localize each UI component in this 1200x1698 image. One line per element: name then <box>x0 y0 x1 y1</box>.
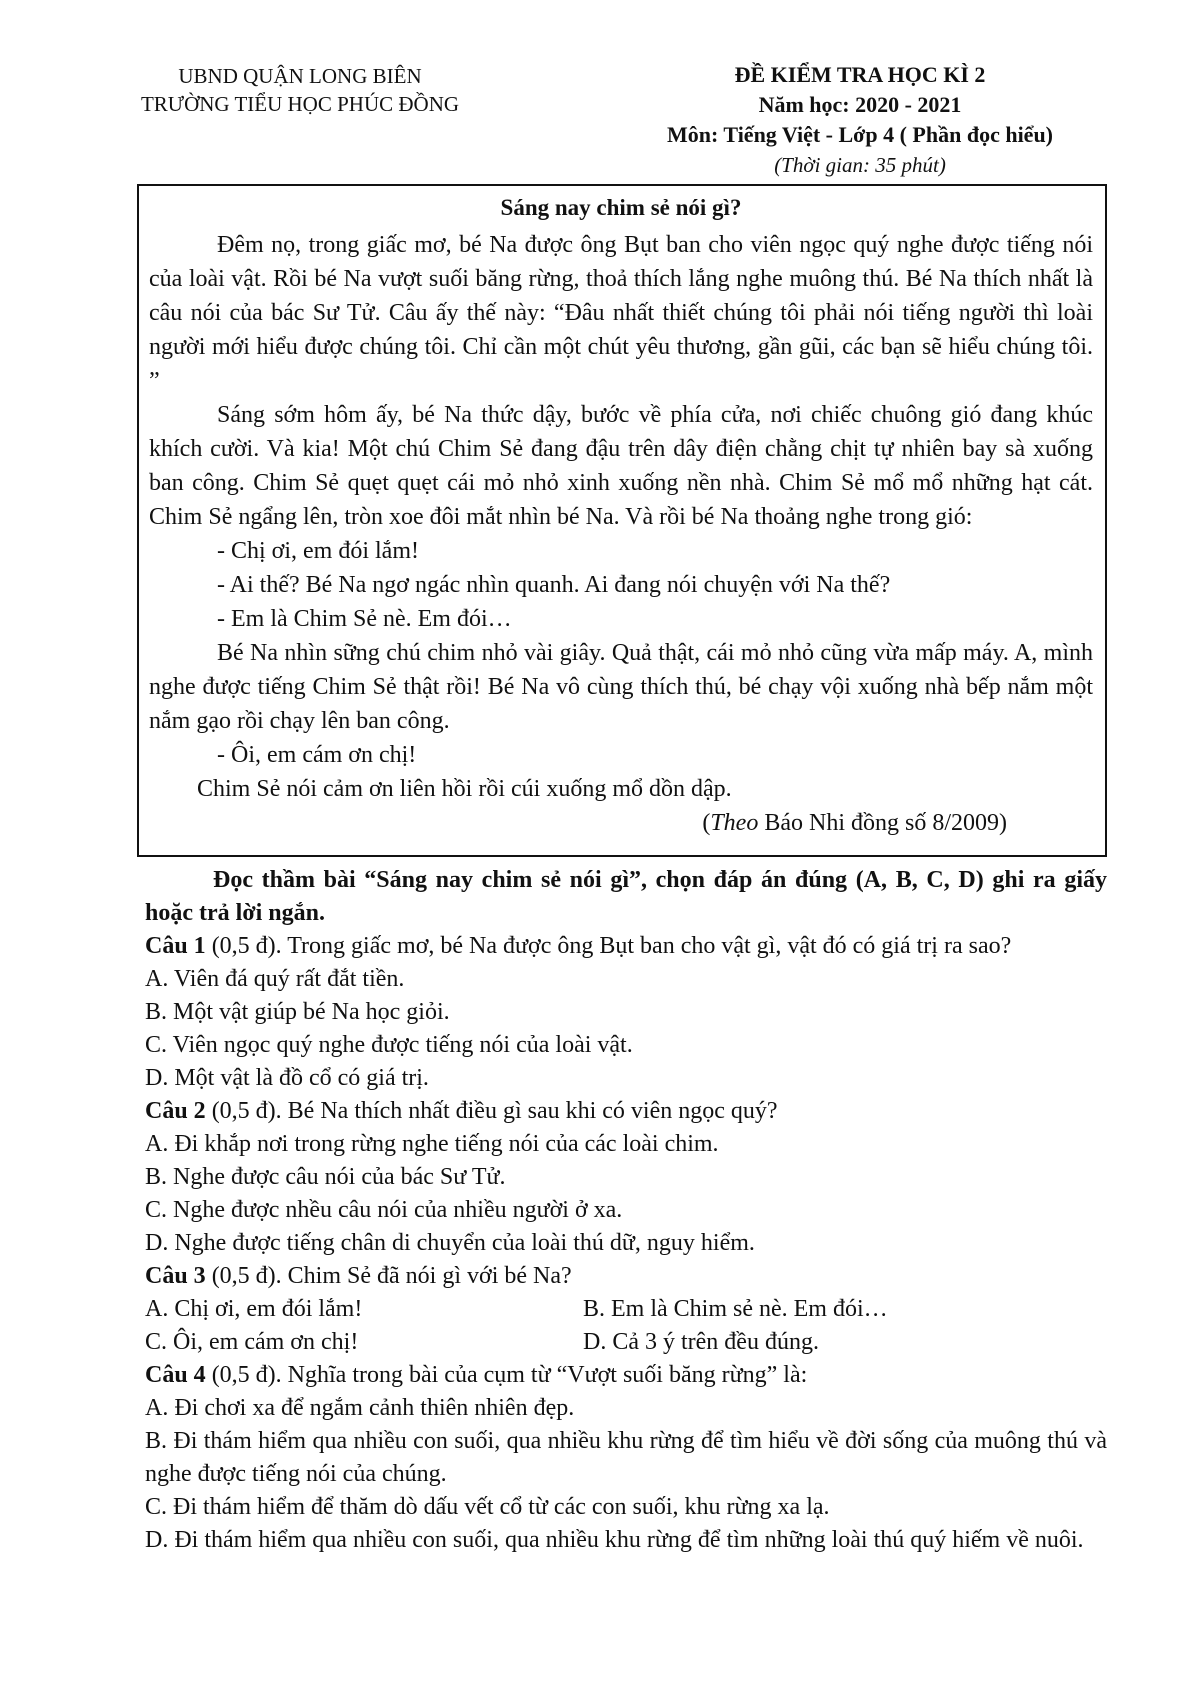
school-year: Năm học: 2020 - 2021 <box>758 92 962 117</box>
dialog-line-3: - Em là Chim Sẻ nè. Em đói… <box>217 606 512 632</box>
question-2-text: (0,5 đ). Bé Na thích nhất điều gì sau khi có viên ngọc quý? <box>205 1098 778 1124</box>
question-3-option-a: A. Chị ơi, em đói lắm! <box>145 1296 363 1322</box>
exam-header <box>560 60 1160 180</box>
question-3-text: (0,5 đ). Chim Sẻ đã nói gì với bé Na? <box>205 1263 572 1289</box>
question-4-option-a: A. Đi chơi xa để ngắm cảnh thiên nhiên đẹp. <box>145 1395 575 1421</box>
question-4-option-b: B. Đi thám hiểm qua nhiều con suối, qua nhiều khu rừng để tìm hiểu về đời sống của muông thú và nghe được tiếng nói của chúng. <box>145 1428 1107 1487</box>
story-title: Sáng nay chim sẻ nói gì? <box>500 195 742 220</box>
question-2-option-b: B. Nghe được câu nói của bác Sư Tử. <box>145 1164 506 1190</box>
question-3-option-d: D. Cả 3 ý trên đều đúng. <box>583 1329 819 1355</box>
question-1-option-c: C. Viên ngọc quý nghe được tiếng nói của loài vật. <box>145 1032 633 1058</box>
question-4-option-d: D. Đi thám hiểm qua nhiều con suối, qua nhiều khu rừng để tìm những loài thú quý hiếm về nuôi. <box>145 1527 1084 1553</box>
story-source <box>149 806 1093 840</box>
story-paragraph-3: Bé Na nhìn sững chú chim nhỏ vài giây. Quả thật, cái mỏ nhỏ cũng vừa mấp máy. A, mình nghe được tiếng Chim Sẻ thật rồi! Bé Na vô cùng thích thú, bé chạy vội xuống nhà bếp nắm một nắm gạo rồi chạy lên ban công. <box>149 640 1093 734</box>
questions-section <box>145 864 1107 1557</box>
question-4-option-c: C. Đi thám hiểm để thăm dò dấu vết cổ từ các con suối, khu rừng xa lạ. <box>145 1494 830 1520</box>
question-3-label: Câu 3 <box>145 1263 206 1289</box>
question-2-option-c: C. Nghe được nhều câu nói của nhiều người ở xa. <box>145 1197 623 1223</box>
story-paragraph-1: Đêm nọ, trong giấc mơ, bé Na được ông Bụt ban cho viên ngọc quý nghe được tiếng nói của loài vật. Rồi bé Na vượt suối băng rừng, thoả thích lắng nghe muông thú. Bé Na thích nhất là câu nói của bác Sư Tử. Câu ấy thế này: “Đâu nhất thiết chúng tôi phải nói tiếng người thì loài người mới hiểu được chúng tôi. Chỉ cần một chút yêu thương, gần gũi, các bạn sẽ hiểu chúng tôi. ” <box>149 232 1093 394</box>
reading-passage-box <box>137 184 1107 857</box>
district-name: UBND QUẬN LONG BIÊN <box>178 64 422 88</box>
school-header <box>100 62 500 118</box>
question-1 <box>145 930 1107 963</box>
questions-intro: Đọc thầm bài “Sáng nay chim sẻ nói gì”, chọn đáp án đúng (A, B, C, D) ghi ra giấy hoặc trả lời ngắn. <box>145 867 1107 926</box>
question-4-label: Câu 4 <box>145 1362 206 1388</box>
school-name: TRƯỜNG TIỂU HỌC PHÚC ĐỒNG <box>140 92 460 116</box>
time-limit: (Thời gian: 35 phút) <box>774 153 946 177</box>
source-theo: Theo <box>710 810 759 836</box>
question-1-label: Câu 1 <box>145 933 206 959</box>
dialog-line-1: - Chị ơi, em đói lắm! <box>217 538 419 564</box>
question-3-option-c: C. Ôi, em cám ơn chị! <box>145 1329 359 1355</box>
question-3-option-b: B. Em là Chim sẻ nè. Em đói… <box>583 1296 888 1322</box>
question-2 <box>145 1095 1107 1128</box>
question-1-text: (0,5 đ). Trong giấc mơ, bé Na được ông Bụt ban cho vật gì, vật đó có giá trị ra sao? <box>205 933 1012 959</box>
source-rest: Báo Nhi đồng số 8/2009) <box>758 810 1007 836</box>
question-2-option-d: D. Nghe được tiếng chân di chuyển của loài thú dữ, nguy hiểm. <box>145 1230 755 1256</box>
story-paragraph-4: Chim Sẻ nói cảm ơn liên hồi rồi cúi xuống mổ dồn dập. <box>197 776 732 802</box>
question-3-options-row-2 <box>145 1326 1107 1359</box>
question-1-option-b: B. Một vật giúp bé Na học giỏi. <box>145 999 450 1025</box>
subject-line: Môn: Tiếng Việt - Lớp 4 ( Phần đọc hiểu) <box>666 122 1054 147</box>
story-paragraph-2: Sáng sớm hôm ấy, bé Na thức dậy, bước về phía cửa, nơi chiếc chuông gió đang khúc khích cười. Và kia! Một chú Chim Sẻ đang đậu trên dây điện chằng chịt tự nhiên bay sà xuống ban công. Chim Sẻ quẹt quẹt cái mỏ nhỏ xinh xuống nền nhà. Chim Sẻ mổ mổ những hạt cát. Chim Sẻ ngẩng lên, tròn xoe đôi mắt nhìn bé Na. Và rồi bé Na thoảng nghe trong gió: <box>149 402 1093 530</box>
question-1-option-a: A. Viên đá quý rất đắt tiền. <box>145 966 405 992</box>
question-2-option-a: A. Đi khắp nơi trong rừng nghe tiếng nói của các loài chim. <box>145 1131 719 1157</box>
question-4 <box>145 1359 1107 1392</box>
source-open: ( <box>702 810 711 836</box>
question-1-option-d: D. Một vật là đồ cổ có giá trị. <box>145 1065 429 1091</box>
question-4-text: (0,5 đ). Nghĩa trong bài của cụm từ “Vượt suối băng rừng” là: <box>205 1362 808 1388</box>
dialog-line-2: - Ai thế? Bé Na ngơ ngác nhìn quanh. Ai đang nói chuyện với Na thế? <box>217 572 891 598</box>
question-3 <box>145 1260 1107 1293</box>
question-3-options-row-1 <box>145 1293 1107 1326</box>
exam-title: ĐỀ KIỂM TRA HỌC KÌ 2 <box>734 62 986 87</box>
question-2-label: Câu 2 <box>145 1098 206 1124</box>
dialog-line-4: - Ôi, em cám ơn chị! <box>217 742 417 768</box>
